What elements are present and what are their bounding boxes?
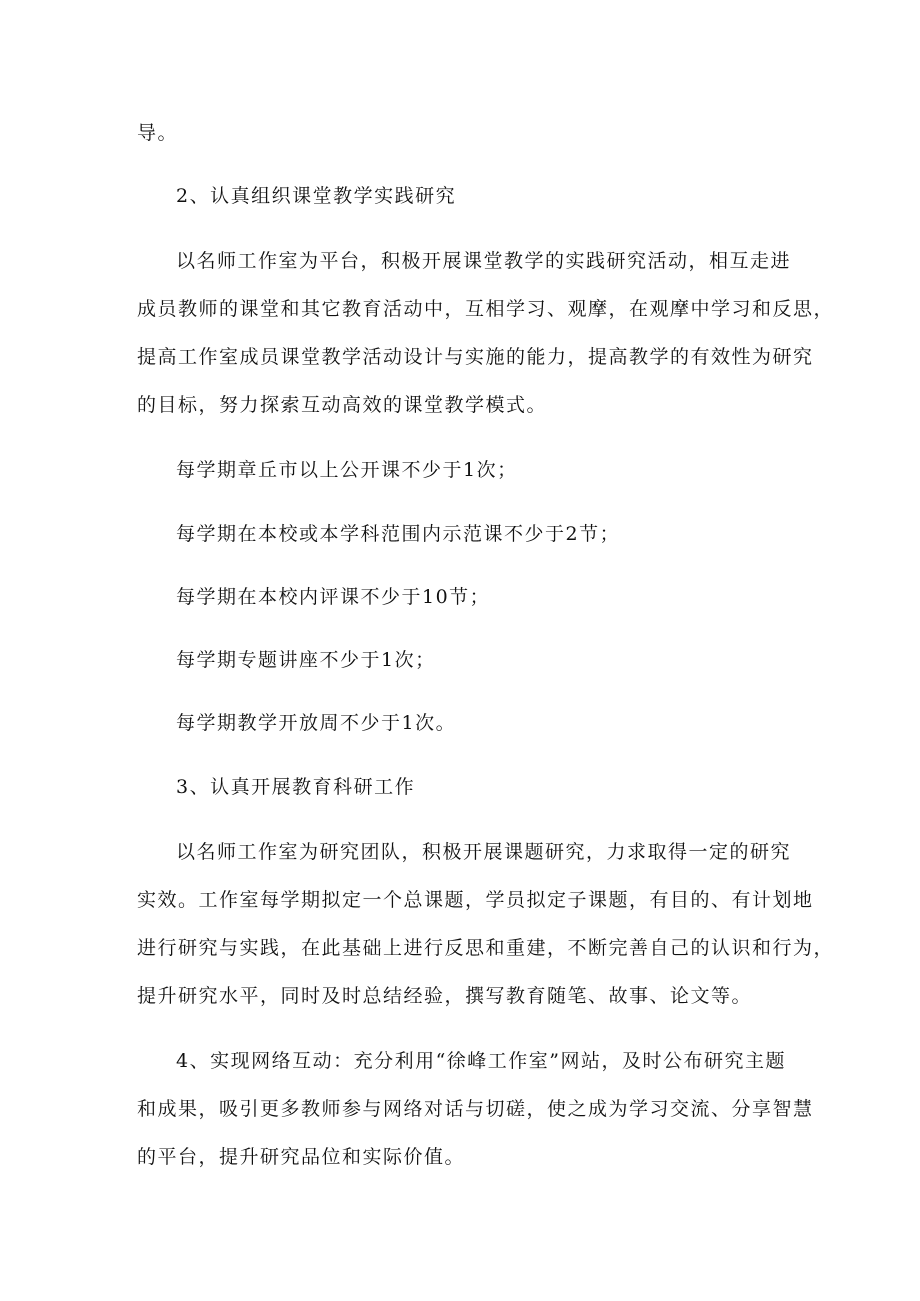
continuation-text: 导。 (137, 122, 179, 144)
section-heading: 3、认真开展教育科研工作 (176, 776, 416, 798)
section-heading: 2、认真组织课堂教学实践研究 (176, 185, 457, 207)
paragraph-line: 成员教师的课堂和其它教育活动中，互相学习、观摩，在观摩中学习和反思， (137, 298, 835, 320)
requirement-item: 每学期专题讲座不少于1次； (176, 649, 436, 671)
paragraph-line: 的平台，提升研究品位和实际价值。 (137, 1146, 466, 1168)
paragraph-line: 实效。工作室每学期拟定一个总课题，学员拟定子课题，有目的、有计划地 (137, 889, 814, 911)
paragraph-line: 提高工作室成员课堂教学活动设计与实施的能力，提高教学的有效性为研究 (137, 346, 814, 368)
paragraph-line: 以名师工作室为平台，积极开展课堂教学的实践研究活动，相互走进 (176, 250, 792, 272)
paragraph-line: 和成果，吸引更多教师参与网络对话与切磋，使之成为学习交流、分享智慧 (137, 1098, 814, 1120)
requirement-item: 每学期在本校内评课不少于10节； (176, 586, 491, 608)
requirement-item: 每学期教学开放周不少于1次。 (176, 712, 457, 734)
paragraph-line: 提升研究水平，同时及时总结经验，撰写教育随笔、故事、论文等。 (137, 985, 753, 1007)
paragraph-line: 以名师工作室为研究团队，积极开展课题研究，力求取得一定的研究 (176, 841, 792, 863)
paragraph-line: 4、实现网络互动：充分利用“徐峰工作室”网站，及时公布研究主题 (176, 1050, 787, 1072)
requirement-item: 每学期在本校或本学科范围内示范课不少于2节； (176, 523, 621, 545)
requirement-item: 每学期章丘市以上公开课不少于1次； (176, 459, 518, 481)
paragraph-line: 进行研究与实践，在此基础上进行反思和重建，不断完善自己的认识和行为， (137, 937, 835, 959)
paragraph-line: 的目标，努力探索互动高效的课堂教学模式。 (137, 394, 548, 416)
